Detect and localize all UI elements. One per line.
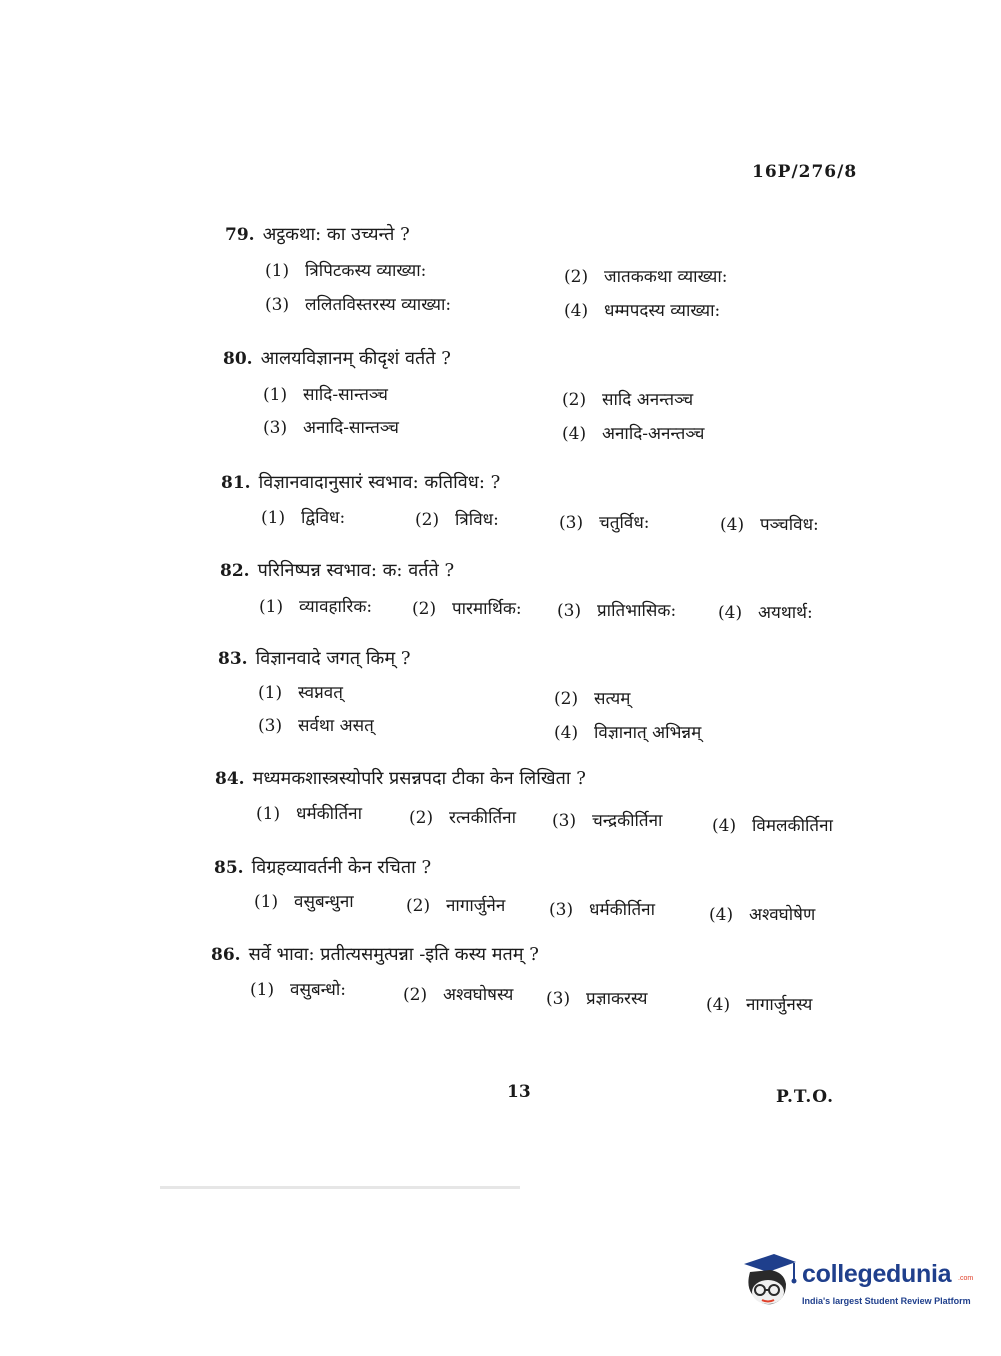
option-number: (4)	[562, 424, 587, 444]
option-text: रत्नकीर्तिना	[449, 808, 516, 828]
option-4	[562, 421, 704, 444]
option-number: (2)	[554, 689, 579, 709]
option-text: वसुबन्धो:	[290, 980, 346, 1000]
option-4	[718, 600, 813, 623]
option-text: धम्मपदस्य व्याख्या:	[604, 301, 721, 321]
option-number: (3)	[552, 811, 577, 831]
option-3	[263, 415, 399, 438]
option-2	[412, 596, 522, 619]
option-1	[250, 977, 346, 1000]
option-4	[554, 720, 701, 743]
option-number: (4)	[709, 905, 734, 925]
option-text: पञ्चविध:	[760, 515, 819, 535]
option-3	[546, 986, 647, 1009]
option-number: (4)	[564, 301, 589, 321]
option-4	[564, 298, 720, 321]
option-1	[256, 801, 362, 824]
question-line	[221, 470, 500, 494]
question-83	[218, 646, 778, 746]
option-number: (1)	[261, 508, 286, 528]
question-text: विज्ञानवादे जगत् किम् ?	[255, 648, 411, 669]
option-3	[265, 292, 451, 315]
option-number: (4)	[720, 515, 745, 535]
scan-artifact-line	[160, 1186, 520, 1189]
question-text: आलयविज्ञानम् कीदृशं वर्तते ?	[260, 348, 451, 369]
option-2	[562, 387, 693, 410]
question-84	[215, 766, 855, 838]
option-text: विमलकीर्तिना	[752, 816, 833, 836]
question-line	[220, 558, 454, 582]
option-text: चन्द्रकीर्तिना	[592, 811, 663, 831]
option-3	[258, 713, 374, 736]
option-3	[559, 510, 650, 533]
option-number: (2)	[409, 808, 434, 828]
option-text: सादि-सान्तञ्च	[303, 385, 388, 405]
question-line	[211, 942, 539, 966]
option-2	[403, 982, 513, 1005]
option-text: अश्वघोषस्य	[443, 985, 514, 1005]
option-number: (1)	[258, 683, 283, 703]
option-2	[564, 264, 728, 287]
question-number: 80.	[223, 349, 253, 369]
option-text: प्रातिभासिक:	[597, 601, 677, 621]
option-number: (4)	[718, 603, 743, 623]
option-text: चतुर्विध:	[599, 513, 650, 533]
option-number: (4)	[712, 816, 737, 836]
pto-label: P.T.O.	[776, 1087, 834, 1107]
option-1	[265, 258, 426, 281]
question-number: 84.	[215, 769, 245, 789]
paper-code: 16P/276/8	[752, 162, 858, 182]
option-number: (2)	[406, 896, 431, 916]
question-number: 81.	[221, 473, 251, 493]
question-86	[211, 942, 851, 1022]
option-text: विज्ञानात् अभिन्नम्	[594, 723, 702, 743]
question-81	[221, 470, 841, 540]
question-85	[214, 855, 854, 927]
question-text: अट्ठकथा: का उच्यन्ते ?	[262, 224, 410, 245]
option-text: अनादि-सान्तञ्च	[303, 418, 399, 438]
question-text: विग्रहव्यावर्तनी केन रचिता ?	[251, 857, 432, 878]
option-4	[709, 902, 815, 925]
question-number: 85.	[214, 858, 244, 878]
option-2	[415, 507, 499, 530]
option-3	[557, 598, 676, 621]
option-number: (2)	[562, 390, 587, 410]
option-number: (2)	[412, 599, 437, 619]
brand-suffix: .com	[958, 1275, 974, 1282]
option-2	[409, 805, 516, 828]
option-number: (4)	[554, 723, 579, 743]
option-3	[549, 897, 655, 920]
option-text: जातककथा व्याख्या:	[604, 267, 728, 287]
option-number: (3)	[549, 900, 574, 920]
question-number: 83.	[218, 649, 248, 669]
question-line	[223, 346, 451, 370]
option-text: ललितविस्तरस्य व्याख्या:	[305, 295, 452, 315]
option-number: (3)	[265, 295, 290, 315]
brand-tagline: India's largest Student Review Platform	[802, 1296, 971, 1306]
option-number: (3)	[557, 601, 582, 621]
option-number: (1)	[259, 597, 284, 617]
option-4	[712, 813, 833, 836]
question-text: परिनिष्पन्न स्वभाव: क: वर्तते ?	[257, 560, 455, 581]
option-number: (3)	[258, 716, 283, 736]
option-number: (3)	[546, 989, 571, 1009]
option-4	[720, 512, 819, 535]
option-3	[552, 808, 662, 831]
option-text: धर्मकीर्तिना	[589, 900, 656, 920]
option-number: (1)	[265, 261, 290, 281]
option-text: धर्मकीर्तिना	[296, 804, 363, 824]
option-1	[259, 594, 372, 617]
option-1	[258, 680, 343, 703]
question-79	[225, 222, 785, 332]
option-text: सर्वथा असत्	[298, 716, 374, 736]
option-number: (4)	[706, 995, 731, 1015]
option-text: स्वप्नवत्	[298, 683, 343, 703]
option-2	[554, 686, 630, 709]
option-4	[706, 992, 812, 1015]
option-number: (2)	[415, 510, 440, 530]
question-number: 79.	[225, 225, 255, 245]
question-number: 82.	[220, 561, 250, 581]
option-text: वसुबन्धुना	[294, 892, 354, 912]
question-text: विज्ञानवादानुसारं स्वभाव: कतिविध: ?	[258, 472, 501, 493]
option-text: त्रिविध:	[455, 510, 499, 530]
option-number: (1)	[256, 804, 281, 824]
option-text: नागार्जुनस्य	[746, 995, 813, 1015]
option-text: अनादि-अनन्तञ्च	[602, 424, 705, 444]
option-number: (1)	[254, 892, 279, 912]
option-text: सादि अनन्तञ्च	[602, 390, 694, 410]
brand-name: collegedunia	[802, 1260, 952, 1288]
question-line	[225, 222, 410, 246]
option-1	[263, 382, 388, 405]
option-text: पारमार्थिक:	[452, 599, 522, 619]
question-text: मध्यमकशास्त्रस्योपरि प्रसन्नपदा टीका केन लिखिता ?	[252, 768, 586, 789]
option-text: प्रज्ञाकरस्य	[586, 989, 648, 1009]
question-line	[215, 766, 586, 790]
option-number: (3)	[559, 513, 584, 533]
page-number: 13	[507, 1082, 531, 1102]
option-number: (1)	[263, 385, 288, 405]
question-80	[223, 346, 783, 456]
option-text: नागार्जुनेन	[446, 896, 506, 916]
option-text: अयथार्थ:	[758, 603, 813, 623]
question-line	[218, 646, 410, 670]
option-1	[254, 889, 354, 912]
option-number: (1)	[250, 980, 275, 1000]
option-text: व्यावहारिक:	[299, 597, 373, 617]
brand-watermark	[740, 1250, 974, 1320]
question-text: सर्वे भावा: प्रतीत्यसमुत्पन्ना -इति कस्य मतम् ?	[248, 944, 539, 965]
question-number: 86.	[211, 945, 241, 965]
option-number: (2)	[403, 985, 428, 1005]
option-text: त्रिपिटकस्य व्याख्या:	[305, 261, 427, 281]
option-1	[261, 505, 345, 528]
option-number: (2)	[564, 267, 589, 287]
option-number: (3)	[263, 418, 288, 438]
student-mascot-icon	[740, 1250, 798, 1312]
question-line	[214, 855, 431, 879]
option-2	[406, 893, 505, 916]
option-text: द्विविध:	[301, 508, 346, 528]
option-text: सत्यम्	[594, 689, 631, 709]
question-82	[220, 558, 840, 628]
option-text: अश्वघोषेण	[749, 905, 816, 925]
